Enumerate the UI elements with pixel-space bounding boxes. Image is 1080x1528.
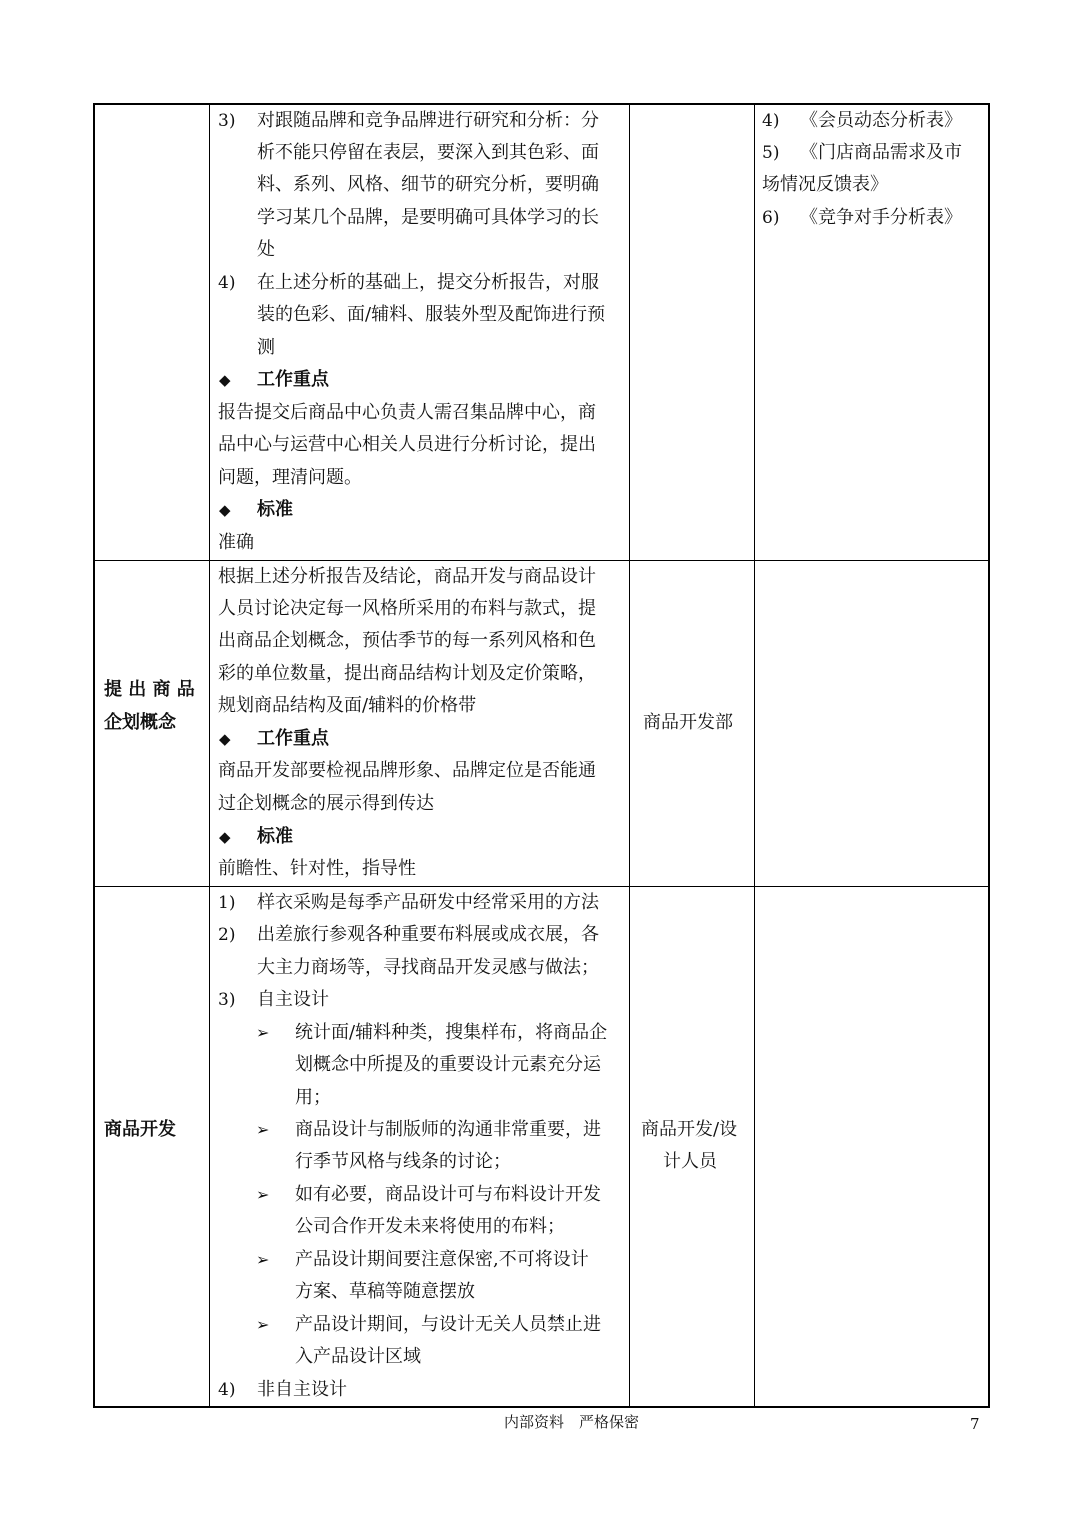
step-name: 提 出 商 品 bbox=[104, 679, 195, 700]
focus-text: 商品开发部要检视品牌形象、品牌定位是否能通 bbox=[218, 760, 596, 781]
content-text: 人员讨论决定每一风格所采用的布料与款式，提 bbox=[218, 598, 596, 619]
sub-item-text: 划概念中所提及的重要设计元素充分运 bbox=[295, 1054, 601, 1075]
focus-text: 过企划概念的展示得到传达 bbox=[218, 793, 434, 814]
row-divider bbox=[95, 886, 988, 887]
sub-item-text: 行季节风格与线条的讨论； bbox=[295, 1151, 511, 1172]
col-divider bbox=[209, 105, 210, 1406]
record-number: 4) bbox=[762, 111, 780, 131]
standard-text: 前瞻性、针对性，指导性 bbox=[218, 858, 416, 879]
row-divider bbox=[95, 560, 988, 561]
list-item-text: 测 bbox=[257, 337, 275, 358]
content-text: 出商品企划概念，预估季节的每一系列风格和色 bbox=[218, 630, 596, 651]
department: 商品开发部 bbox=[643, 712, 733, 733]
sub-item-text: 公司合作开发未来将使用的布料； bbox=[295, 1216, 565, 1237]
footer-confidential: 内部资料 严格保密 bbox=[504, 1413, 640, 1431]
arrow-bullet-icon: ➢ bbox=[256, 1250, 270, 1269]
list-item-text: 非自主设计 bbox=[257, 1379, 347, 1400]
focus-text: 报告提交后商品中心负责人需召集品牌中心，商 bbox=[218, 402, 596, 423]
process-table bbox=[93, 103, 990, 1408]
focus-text: 品中心与运营中心相关人员进行分析讨论，提出 bbox=[218, 434, 596, 455]
arrow-bullet-icon: ➢ bbox=[256, 1120, 270, 1139]
col-divider bbox=[629, 105, 630, 1406]
sub-item-text: 商品设计与制版师的沟通非常重要，进 bbox=[295, 1119, 601, 1140]
step-name: 企划概念 bbox=[104, 712, 176, 733]
arrow-bullet-icon: ➢ bbox=[256, 1315, 270, 1334]
department: 商品开发/设 bbox=[641, 1119, 738, 1140]
sub-item-text: 产品设计期间，与设计无关人员禁止进 bbox=[295, 1314, 601, 1335]
list-item-text: 处 bbox=[257, 239, 275, 260]
list-item-text: 对跟随品牌和竞争品牌进行研究和分析：分 bbox=[257, 110, 599, 131]
sub-item-text: 用； bbox=[295, 1087, 331, 1108]
content-text: 彩的单位数量，提出商品结构计划及定价策略， bbox=[218, 663, 596, 684]
record-text: 《门店商品需求及市 bbox=[800, 142, 962, 163]
standard-text: 准确 bbox=[218, 532, 254, 553]
list-item-text: 析不能只停留在表层，要深入到其色彩、面 bbox=[257, 142, 599, 163]
list-number: 2) bbox=[218, 925, 236, 945]
focus-text: 问题，理清问题。 bbox=[218, 467, 362, 488]
list-item-text: 学习某几个品牌，是要明确可具体学习的长 bbox=[257, 207, 599, 228]
record-text: 《会员动态分析表》 bbox=[800, 110, 962, 131]
list-number: 4) bbox=[218, 1380, 236, 1400]
content-text: 根据上述分析报告及结论，商品开发与商品设计 bbox=[218, 566, 596, 587]
list-number: 1) bbox=[218, 893, 236, 913]
diamond-bullet-icon: ◆ bbox=[219, 828, 231, 846]
list-item-text: 大主力商场等，寻找商品开发灵感与做法； bbox=[257, 957, 599, 978]
sub-item-text: 统计面/辅料种类，搜集样布，将商品企 bbox=[295, 1022, 608, 1043]
sub-item-text: 方案、草稿等随意摆放 bbox=[295, 1281, 475, 1302]
record-number: 6) bbox=[762, 208, 780, 228]
list-item-text: 在上述分析的基础上，提交分析报告，对服 bbox=[257, 272, 599, 293]
step-name: 商品开发 bbox=[104, 1119, 176, 1140]
list-item-text: 料、系列、风格、细节的研究分析，要明确 bbox=[257, 174, 599, 195]
list-item-text: 装的色彩、面/辅料、服装外型及配饰进行预 bbox=[257, 304, 606, 325]
focus-heading: 工作重点 bbox=[257, 369, 329, 390]
list-item-text: 出差旅行参观各种重要布料展或成衣展，各 bbox=[257, 924, 599, 945]
list-item-text: 样衣采购是每季产品研发中经常采用的方法 bbox=[257, 892, 599, 913]
standard-heading: 标准 bbox=[257, 499, 293, 520]
record-text: 场情况反馈表》 bbox=[762, 174, 888, 195]
sub-item-text: 如有必要，商品设计可与布料设计开发 bbox=[295, 1184, 601, 1205]
sub-item-text: 入产品设计区域 bbox=[295, 1346, 421, 1367]
list-number: 4) bbox=[218, 273, 236, 293]
record-text: 《竞争对手分析表》 bbox=[800, 207, 962, 228]
record-number: 5) bbox=[762, 143, 780, 163]
col-divider bbox=[754, 105, 755, 1406]
diamond-bullet-icon: ◆ bbox=[219, 501, 231, 519]
focus-heading: 工作重点 bbox=[257, 728, 329, 749]
arrow-bullet-icon: ➢ bbox=[256, 1185, 270, 1204]
list-number: 3) bbox=[218, 111, 236, 131]
content-text: 规划商品结构及面/辅料的价格带 bbox=[218, 695, 477, 716]
page-number: 7 bbox=[970, 1415, 980, 1433]
sub-item-text: 产品设计期间要注意保密,不可将设计 bbox=[295, 1249, 589, 1270]
department: 计人员 bbox=[663, 1151, 717, 1172]
diamond-bullet-icon: ◆ bbox=[219, 371, 231, 389]
arrow-bullet-icon: ➢ bbox=[256, 1023, 270, 1042]
list-number: 3) bbox=[218, 990, 236, 1010]
diamond-bullet-icon: ◆ bbox=[219, 730, 231, 748]
standard-heading: 标准 bbox=[257, 826, 293, 847]
list-item-text: 自主设计 bbox=[257, 989, 329, 1010]
